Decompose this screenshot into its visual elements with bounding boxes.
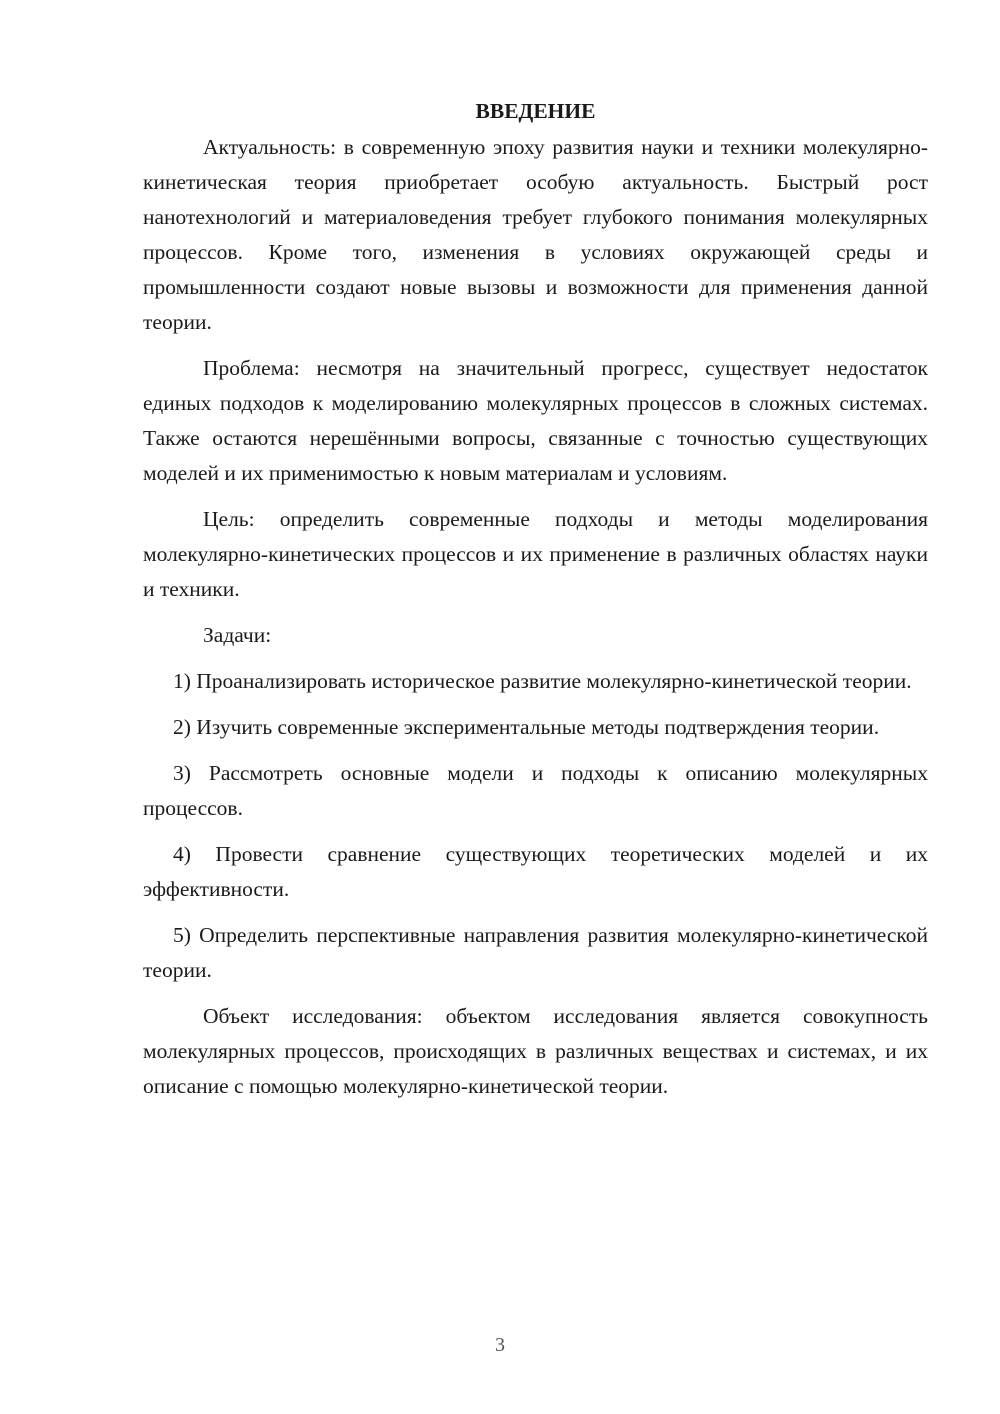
task-item-2: 2) Изучить современные экспериментальные методы подтверждения теории. [173,715,880,739]
task-item-3: 3) Рассмотреть основные модели и подходы к описанию молекулярных процессов. [143,761,928,820]
page-number: 3 [495,1334,505,1356]
paragraph-relevance: Актуальность: в современную эпоху развития науки и техники молекулярно-кинетическая теория приобретает особую актуальность. Быстрый рост нанотехнологий и материаловедения требует глубокого понимания молекулярных процессов. Кроме того, изменения в условиях окружающей среды и промышленности создают новые вызовы и возможности для применения данной теории. [143,135,928,334]
document-body [143,92,928,1104]
paragraph-object: Объект исследования: объектом исследования является совокупность молекулярных процессов, происходящих в различных веществах и системах, и их описание с помощью молекулярно-кинетической теории. [143,1004,928,1098]
paragraph-goal: Цель: определить современные подходы и методы моделирования молекулярно-кинетических процессов и их применение в различных областях науки и техники. [143,507,928,601]
task-item-5: 5) Определить перспективные направления развития молекулярно-кинетической теории. [143,923,928,982]
tasks-heading: Задачи: [203,623,272,647]
section-title: ВВЕДЕНИЕ [475,99,596,123]
paragraph-problem: Проблема: несмотря на значительный прогресс, существует недостаток единых подходов к моделированию молекулярных процессов в сложных системах. Также остаются нерешёнными вопросы, связанные с точностью существующих моделей и их применимостью к новым материалам и условиям. [143,356,928,485]
task-item-4: 4) Провести сравнение существующих теоретических моделей и их эффективности. [143,842,928,901]
task-item-1: 1) Проанализировать историческое развитие молекулярно-кинетической теории. [173,669,912,693]
